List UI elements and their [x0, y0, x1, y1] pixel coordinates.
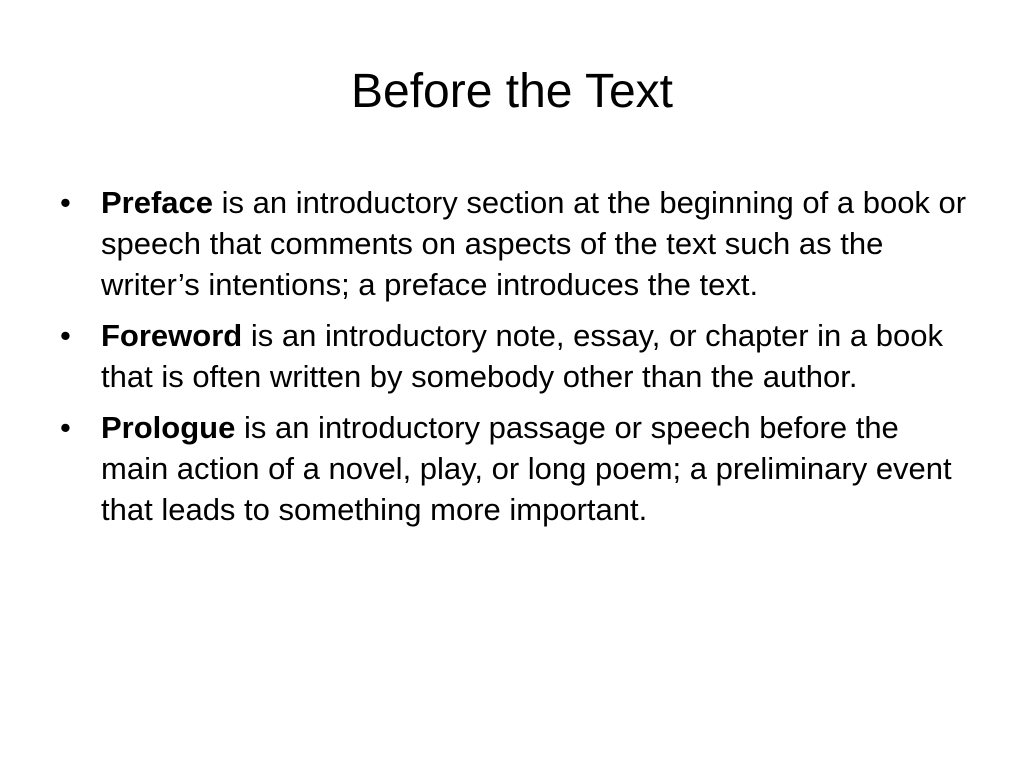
term-foreword: Foreword: [101, 318, 243, 353]
bullet-icon: •: [60, 318, 71, 353]
bullet-item-prologue: [60, 407, 970, 530]
definition-prologue: is an introductory passage or speech before the main action of a novel, play, or long poem; a preliminary event that leads to something more important.: [101, 410, 952, 527]
bullet-list: [60, 182, 970, 540]
bullet-icon: •: [60, 185, 71, 220]
term-prologue: Prologue: [101, 410, 236, 445]
definition-preface: is an introductory section at the beginning of a book or speech that comments on aspects of the text such as the writer’s intentions; a preface introduces the text.: [101, 185, 967, 302]
definition-foreword: is an introductory note, essay, or chapter in a book that is often written by somebody other than the author.: [101, 318, 943, 394]
bullet-item-foreword: [60, 315, 970, 397]
bullet-item-preface: [60, 182, 970, 305]
slide-title: Before the Text: [351, 65, 673, 118]
term-preface: Preface: [101, 185, 214, 220]
bullet-icon: •: [60, 410, 71, 445]
